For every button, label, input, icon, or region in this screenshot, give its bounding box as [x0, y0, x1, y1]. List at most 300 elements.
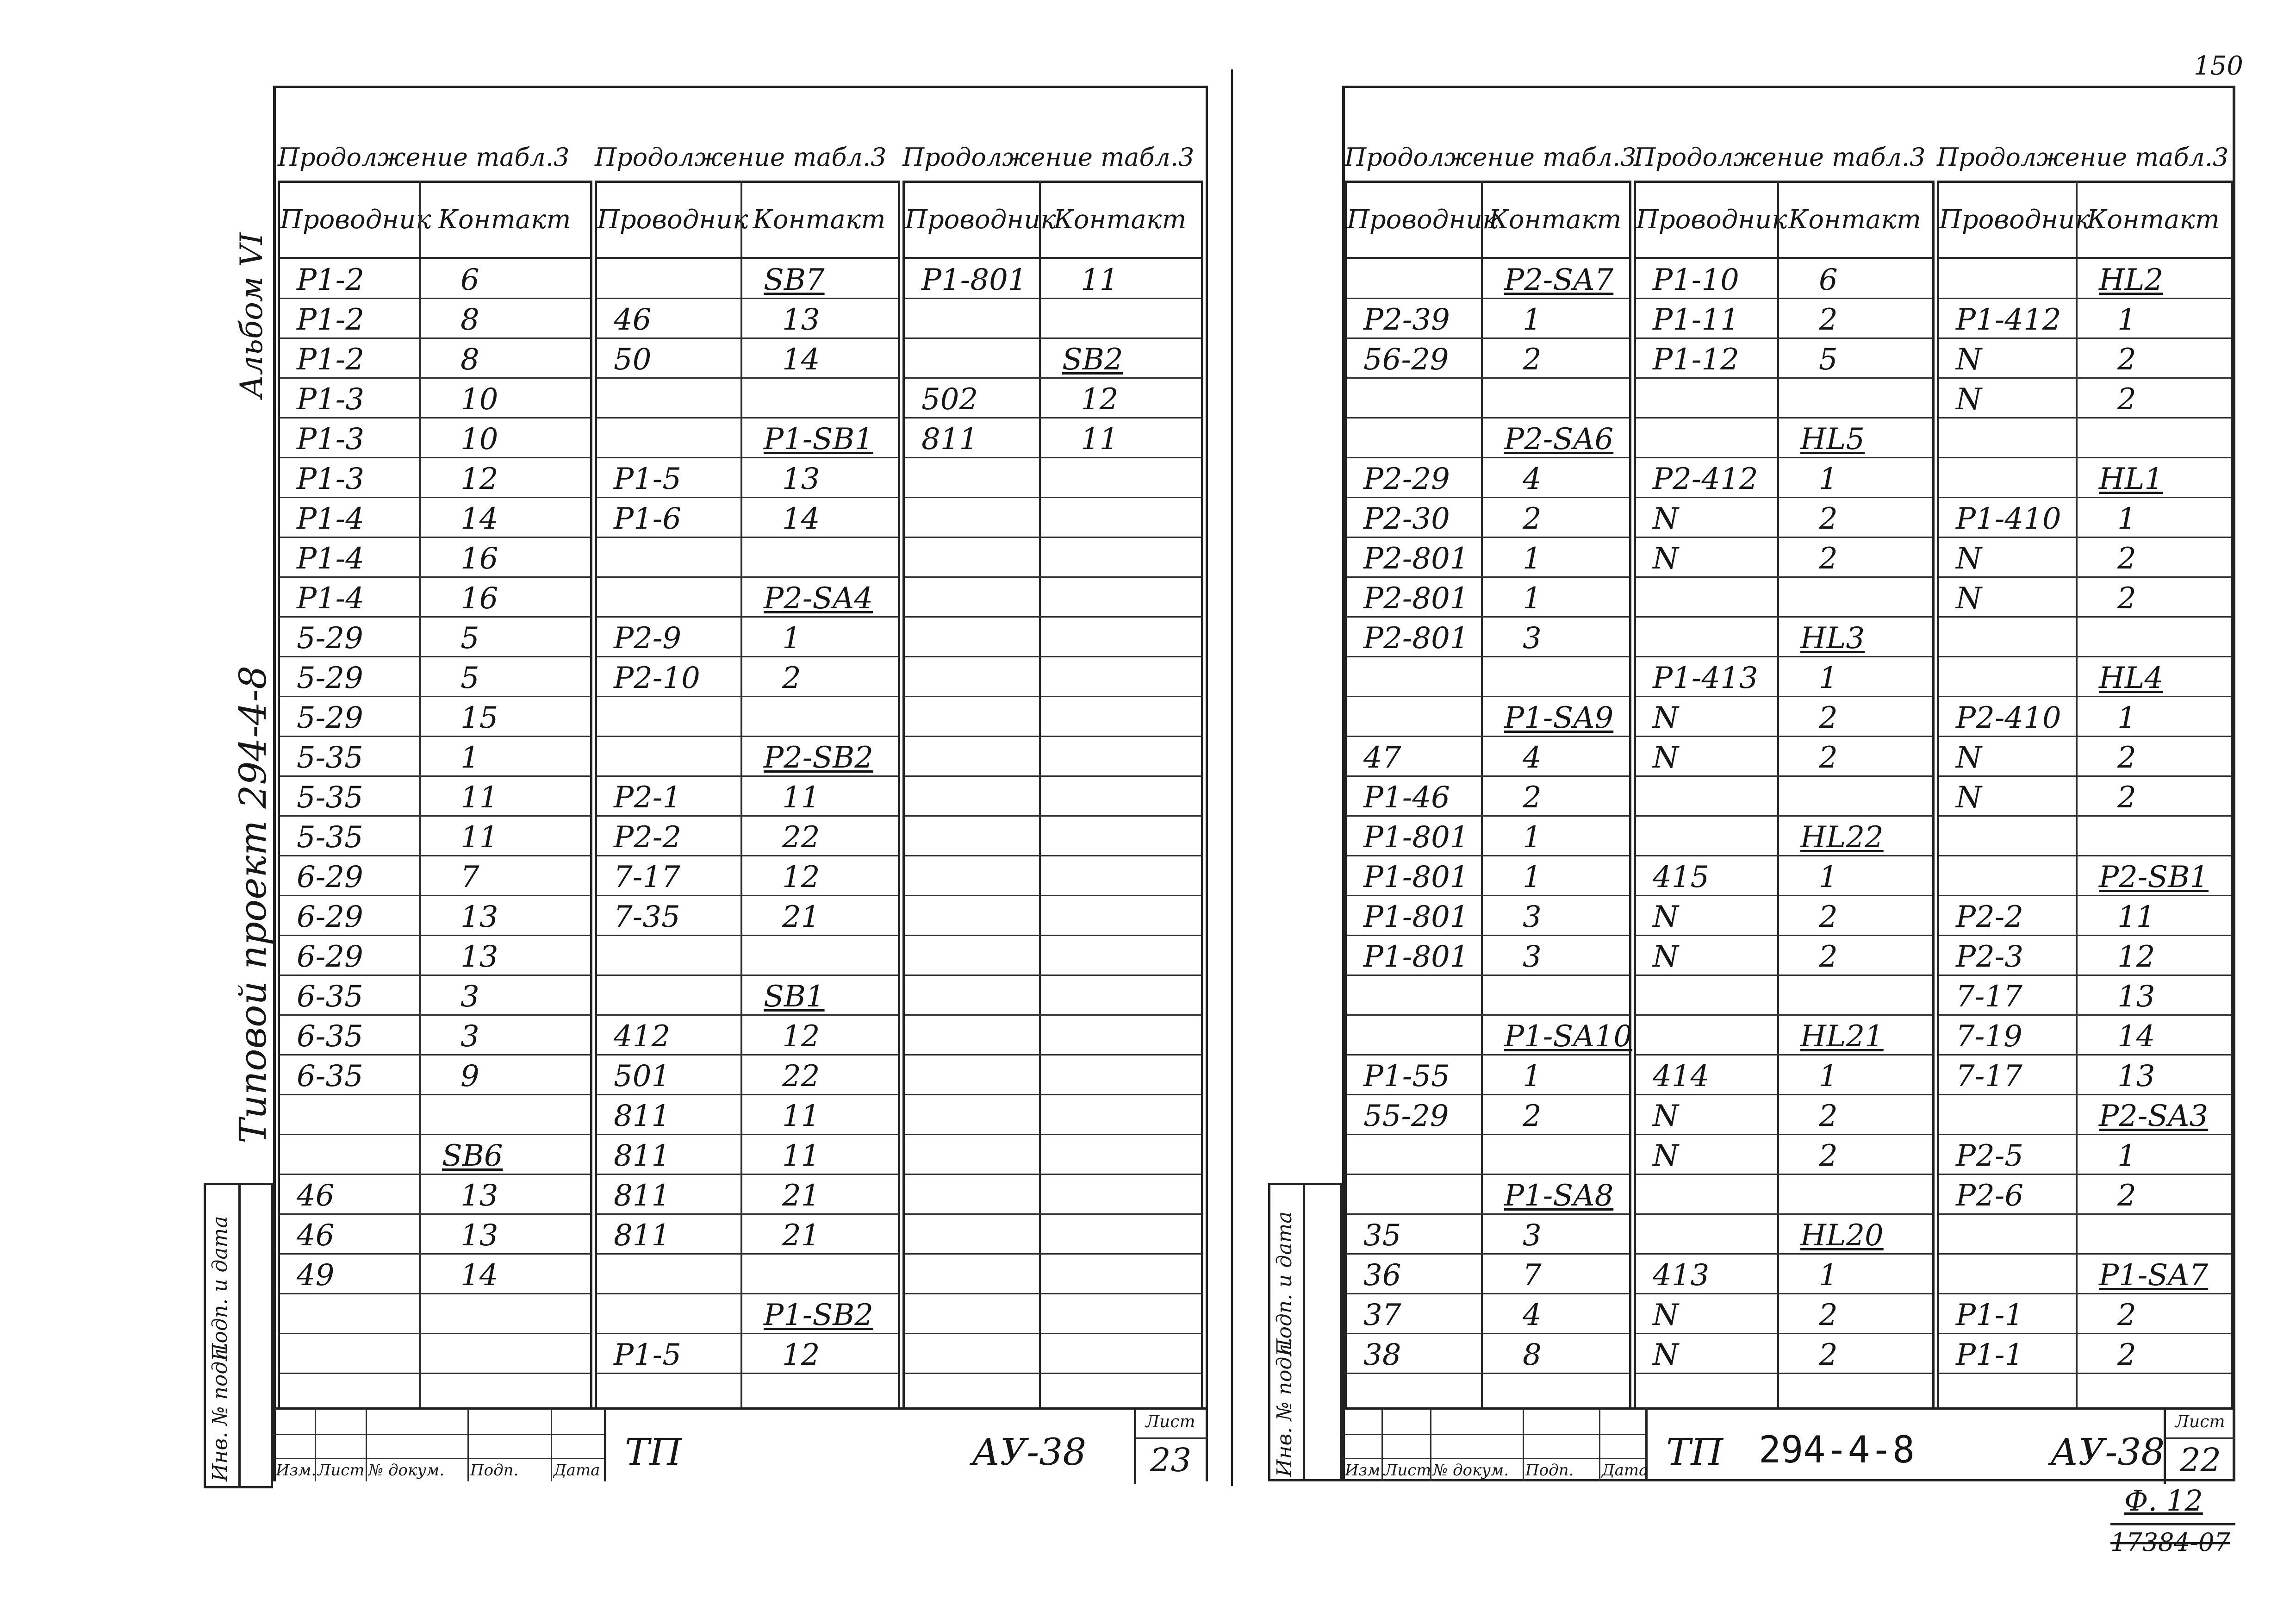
header-contact: Контакт [2087, 205, 2220, 235]
wire-cell: 412 [614, 1019, 671, 1054]
table-row [1939, 618, 2231, 657]
table-row [280, 936, 590, 976]
table-row [905, 936, 1201, 976]
table-row [905, 259, 1201, 299]
wire-cell: 502 [921, 382, 978, 417]
table-caption: Продолжение табл.3 [1937, 143, 2229, 172]
table-row [1636, 498, 1932, 538]
contact-cell: 1 [1523, 303, 1542, 337]
table-row [1636, 339, 1932, 379]
table-row [905, 1095, 1201, 1135]
tb-sheet-box [1134, 1410, 1208, 1484]
device-heading: Р2-SA3 [2099, 1099, 2209, 1133]
contact-cell: 9 [460, 1059, 479, 1093]
table-row [1939, 777, 2231, 817]
tb-sheet-box [2164, 1410, 2235, 1484]
tb-project: 294-4-8 [1759, 1428, 1915, 1471]
table-row [905, 1255, 1201, 1294]
wire-cell: Р2-10 [614, 661, 700, 695]
wire-cell: 47 [1363, 741, 1401, 775]
table-row [1636, 299, 1932, 339]
wire-cell: 6-29 [297, 860, 363, 894]
device-heading: HL1 [2099, 462, 2164, 496]
table-row [280, 976, 590, 1016]
table-row [1636, 1095, 1932, 1135]
device-heading: HL21 [1800, 1019, 1884, 1054]
table-row [1347, 657, 1629, 697]
contact-cell: 2 [1819, 1099, 1838, 1133]
wire-cell: 6-35 [297, 980, 363, 1014]
table-row [280, 538, 590, 578]
wire-cell: 811 [614, 1099, 671, 1133]
device-heading: Р1-SA8 [1504, 1179, 1614, 1213]
table-row [1636, 697, 1932, 737]
table-row [1939, 538, 2231, 578]
contact-cell: 2 [2117, 1179, 2136, 1213]
table-row [1636, 777, 1932, 817]
table-row [597, 1215, 898, 1255]
table-row [597, 1294, 898, 1334]
wire-cell: Р1-4 [297, 542, 365, 576]
table-row [905, 1016, 1201, 1056]
device-heading: Р1-SA9 [1504, 701, 1614, 735]
table-row [597, 936, 898, 976]
table-row [597, 418, 898, 458]
table-row [597, 379, 898, 418]
wire-cell: N [1653, 940, 1679, 974]
table-row [1347, 737, 1629, 777]
contact-cell: 5 [460, 661, 479, 695]
contact-cell: 14 [782, 502, 820, 536]
contact-cell: 7 [1523, 1258, 1542, 1293]
contact-cell: 2 [2117, 741, 2136, 775]
device-heading: Р2-SB2 [764, 741, 873, 775]
wire-cell: 6-35 [297, 1019, 363, 1054]
contact-cell: 11 [460, 820, 498, 855]
device-heading: HL5 [1800, 422, 1865, 456]
wire-cell: 5-29 [297, 661, 363, 695]
table-row [905, 1056, 1201, 1095]
table-row [280, 458, 590, 498]
table-row [1939, 1294, 2231, 1334]
wire-cell: 5-35 [297, 781, 363, 815]
wire-cell: 811 [614, 1139, 671, 1173]
table-row [597, 538, 898, 578]
table-row [597, 1255, 898, 1294]
contact-cell: 21 [782, 900, 820, 934]
table-row [280, 1056, 590, 1095]
contact-cell: 1 [1523, 1059, 1542, 1093]
contact-cell: 12 [2117, 940, 2155, 974]
contact-cell: 6 [1819, 263, 1838, 297]
wire-cell: N [1653, 701, 1679, 735]
wire-cell: Р1-801 [1363, 900, 1469, 934]
wire-cell: Р1-1 [1956, 1338, 2024, 1372]
tb-sheet-number: 23 [1150, 1441, 1192, 1479]
table-row [280, 618, 590, 657]
table-row [597, 657, 898, 697]
contact-cell: 2 [2117, 1338, 2136, 1372]
contact-cell: 2 [1819, 303, 1838, 337]
table-row [1347, 1016, 1632, 1056]
table-row [280, 1334, 590, 1374]
contact-cell: 1 [1523, 820, 1542, 855]
header-wire: Проводник [1347, 205, 1498, 235]
contact-cell: 12 [782, 1338, 820, 1372]
wire-cell: Р1-3 [297, 422, 365, 456]
wire-cell: Р1-12 [1653, 343, 1739, 377]
table-row [1636, 538, 1932, 578]
table-row [280, 1255, 590, 1294]
table-row [1636, 1215, 1932, 1255]
table-row [280, 1215, 590, 1255]
contact-cell: 16 [460, 581, 498, 616]
table-row [1347, 697, 1629, 737]
table-row [597, 817, 898, 856]
contact-cell: 14 [782, 343, 820, 377]
wire-cell: 415 [1653, 860, 1710, 894]
table-row [280, 339, 590, 379]
table-body [280, 259, 590, 1407]
table-row [1347, 498, 1629, 538]
center-fold-line [1231, 69, 1233, 1486]
contact-cell: 1 [1819, 462, 1838, 496]
right-title-block [1342, 1407, 2235, 1481]
table-row [1636, 657, 1932, 697]
contact-cell: 11 [782, 1139, 820, 1173]
format-label: Ф. 12 [2124, 1484, 2203, 1518]
wire-cell: N [1956, 781, 1982, 815]
header-contact: Контакт [753, 205, 886, 235]
contact-cell: 2 [2117, 581, 2136, 616]
table-row [1939, 458, 2231, 498]
contact-cell: 1 [782, 621, 801, 656]
contact-cell: 3 [1523, 1218, 1542, 1253]
table-caption: Продолжение табл.3 [1344, 143, 1636, 172]
wire-cell: Р1-3 [297, 462, 365, 496]
device-heading: Р2-SA4 [764, 581, 873, 616]
contact-cell: 2 [2117, 382, 2136, 417]
table-row [597, 976, 898, 1016]
header-wire: Проводник [280, 205, 431, 235]
wire-cell: 7-17 [614, 860, 680, 894]
table-row [1347, 618, 1629, 657]
wire-cell: 414 [1653, 1059, 1710, 1093]
wire-cell: Р2-801 [1363, 621, 1469, 656]
table-row [280, 379, 590, 418]
contact-cell: 1 [1819, 860, 1838, 894]
wire-cell: 46 [614, 303, 652, 337]
table-row [1636, 578, 1932, 618]
table-row [905, 618, 1201, 657]
table-row [905, 538, 1201, 578]
contact-cell: 13 [460, 1218, 498, 1253]
device-heading: Р1-SB2 [764, 1298, 873, 1332]
header-wire: Проводник [905, 205, 1056, 235]
contact-cell: 1 [1523, 860, 1542, 894]
table-grid [1634, 181, 1935, 1407]
wire-cell: Р1-801 [1363, 820, 1469, 855]
table-row [1939, 1016, 2231, 1056]
wire-cell: Р2-6 [1956, 1179, 2024, 1213]
tb-label-sign: Подп. [1525, 1461, 1574, 1480]
table-row [1636, 418, 1932, 458]
contact-cell: 13 [2117, 980, 2155, 1014]
tb-doc: АУ-38 [2050, 1430, 2165, 1474]
contact-cell: 2 [1819, 502, 1838, 536]
table-row [905, 1175, 1201, 1215]
contact-cell: 11 [1081, 422, 1119, 456]
contact-cell: 1 [1819, 1258, 1838, 1293]
wire-cell: Р2-1 [614, 781, 682, 815]
tb-sheet-label: Лист [2175, 1412, 2225, 1431]
table-row [905, 458, 1201, 498]
wire-cell: 56-29 [1363, 343, 1449, 377]
table-row [1347, 1215, 1629, 1255]
album-label: Альбом VI [234, 232, 269, 398]
wire-cell: Р2-9 [614, 621, 682, 656]
contact-cell: 12 [782, 1019, 820, 1054]
wire-cell: Р1-5 [614, 462, 682, 496]
wire-cell: 413 [1653, 1258, 1710, 1293]
header-wire: Проводник [1636, 205, 1787, 235]
table-row [597, 1095, 898, 1135]
table-row [905, 418, 1201, 458]
contact-cell: 2 [1819, 741, 1838, 775]
table-row [597, 299, 898, 339]
tb-sheet-label: Лист [1145, 1412, 1195, 1431]
wire-cell: N [1956, 581, 1982, 616]
table-row [905, 299, 1201, 339]
wire-cell: 7-19 [1956, 1019, 2022, 1054]
table-caption: Продолжение табл.3 [278, 143, 570, 172]
contact-cell: 13 [460, 900, 498, 934]
contact-cell: 22 [782, 1059, 820, 1093]
table-row [1347, 1135, 1629, 1175]
table-row [1939, 697, 2231, 737]
device-heading: HL3 [1800, 621, 1865, 656]
wire-cell: Р2-410 [1956, 701, 2061, 735]
corner-mark: 150 [2194, 51, 2243, 81]
contact-cell: 11 [2117, 900, 2155, 934]
table-row [1939, 1056, 2231, 1095]
table-row [1939, 1215, 2231, 1255]
table-body [597, 259, 898, 1407]
header-wire: Проводник [1939, 205, 2091, 235]
table-caption: Продолжение табл.3 [595, 143, 887, 172]
tb-code: ТП [1666, 1430, 1724, 1474]
contact-cell: 2 [1819, 1139, 1838, 1173]
table-row [905, 657, 1201, 697]
stamp-label-sign: Подп. и дата [208, 1216, 232, 1361]
stamp-label-inv: Инв. № подл. [208, 1342, 232, 1481]
contact-cell: 1 [2117, 502, 2136, 536]
table-caption: Продолжение табл.3 [902, 143, 1195, 172]
table-grid [1937, 181, 2233, 1407]
wire-cell: 5-35 [297, 820, 363, 855]
table-row [1347, 1175, 1629, 1215]
contact-cell: 1 [1523, 581, 1542, 616]
contact-cell: 11 [782, 781, 820, 815]
contact-cell: 2 [1819, 542, 1838, 576]
contact-cell: 2 [1819, 1298, 1838, 1332]
tb-label-date: Дата [554, 1461, 600, 1480]
tb-label-doc: № докум. [368, 1461, 445, 1480]
wire-cell: Р2-412 [1653, 462, 1758, 496]
table-body [1347, 259, 1632, 1407]
table-header-row [1636, 181, 1932, 259]
wire-cell: N [1956, 741, 1982, 775]
table-row [1939, 896, 2231, 936]
contact-cell: 2 [1819, 940, 1838, 974]
table-row [905, 1135, 1201, 1175]
contact-cell: 1 [2117, 701, 2136, 735]
table-row [1939, 737, 2231, 777]
table-row [1636, 458, 1932, 498]
table-row [280, 777, 590, 817]
wire-cell: 37 [1363, 1298, 1401, 1332]
wire-cell: N [1653, 741, 1679, 775]
table-row [1939, 657, 2231, 697]
wire-cell: 38 [1363, 1338, 1401, 1372]
table-row [905, 817, 1201, 856]
tb-label-date: Дата [1602, 1461, 1649, 1480]
table-row [1347, 418, 1629, 458]
table-row [597, 737, 898, 777]
wire-cell: Р2-801 [1363, 581, 1469, 616]
table-row [1347, 777, 1629, 817]
table-row [1347, 976, 1629, 1016]
device-heading: Р1-SA7 [2099, 1258, 2209, 1293]
contact-cell: 12 [782, 860, 820, 894]
table-row [1347, 896, 1629, 936]
table-row [280, 1135, 590, 1175]
wire-cell: 7-35 [614, 900, 680, 934]
contact-cell: 6 [460, 263, 479, 297]
table-row [1939, 936, 2231, 976]
contact-cell: 3 [460, 1019, 479, 1054]
wire-cell: 46 [297, 1179, 335, 1213]
table-row [1636, 856, 1932, 896]
wire-cell: Р1-2 [297, 263, 365, 297]
table-row [280, 737, 590, 777]
contact-cell: 2 [2117, 343, 2136, 377]
tb-label-izm: Изм. [1345, 1461, 1386, 1480]
contact-cell: 8 [460, 343, 479, 377]
table-row [1939, 1334, 2231, 1374]
table-row [905, 896, 1201, 936]
table-row [905, 578, 1201, 618]
wire-cell: Р2-801 [1363, 542, 1469, 576]
table-row [597, 1175, 898, 1215]
table-row [280, 259, 590, 299]
table-row [905, 976, 1201, 1016]
table-header-row [1939, 181, 2231, 259]
wire-cell: 36 [1363, 1258, 1401, 1293]
table-row [1636, 1255, 1932, 1294]
wire-cell: Р1-801 [1363, 940, 1469, 974]
contact-cell: 3 [1523, 900, 1542, 934]
header-contact: Контакт [1788, 205, 1921, 235]
table-grid [278, 181, 592, 1407]
table-row [1939, 1135, 2231, 1175]
stamp-label-inv: Инв. № подл. [1273, 1337, 1296, 1477]
table-row [1636, 1056, 1932, 1095]
table-row [1636, 817, 1932, 856]
table-row [1636, 737, 1932, 777]
wire-cell: Р1-46 [1363, 781, 1450, 815]
table-row [1636, 1294, 1932, 1334]
contact-cell: 1 [1523, 542, 1542, 576]
wire-cell: Р1-2 [297, 343, 365, 377]
contact-cell: 8 [1523, 1338, 1542, 1372]
project-label: Типовой проект 294-4-8 [231, 665, 274, 1143]
table-row [905, 697, 1201, 737]
contact-cell: 14 [2117, 1019, 2155, 1054]
contact-cell: 4 [1523, 1298, 1542, 1332]
wire-cell: 5-29 [297, 701, 363, 735]
wire-cell: N [1653, 502, 1679, 536]
contact-cell: 3 [1523, 621, 1542, 656]
device-heading: Р2-SA7 [1504, 263, 1614, 297]
header-wire: Проводник [597, 205, 748, 235]
table-row [1636, 936, 1932, 976]
table-row [597, 259, 898, 299]
contact-cell: 10 [460, 382, 498, 417]
table-row [1347, 817, 1629, 856]
device-heading: HL20 [1800, 1218, 1884, 1253]
contact-cell: 12 [1081, 382, 1119, 417]
device-heading: SB7 [764, 263, 825, 297]
contact-cell: 22 [782, 820, 820, 855]
table-row [1939, 1095, 2231, 1135]
table-header-row [597, 181, 898, 259]
wire-cell: 6-35 [297, 1059, 363, 1093]
table-row [905, 856, 1201, 896]
contact-cell: 13 [460, 940, 498, 974]
contact-cell: 2 [782, 661, 801, 695]
table-row [1347, 379, 1629, 418]
table-row [597, 458, 898, 498]
table-row [280, 418, 590, 458]
contact-cell: 2 [2117, 781, 2136, 815]
contact-cell: 2 [1819, 1338, 1838, 1372]
table-row [1939, 1175, 2231, 1215]
wire-cell: 7-17 [1956, 1059, 2022, 1093]
table-row [1347, 458, 1629, 498]
table-row [280, 856, 590, 896]
tb-label-list: Лист [317, 1461, 365, 1480]
wire-cell: 7-17 [1956, 980, 2022, 1014]
wire-cell: Р1-1 [1956, 1298, 2024, 1332]
table-row [1636, 896, 1932, 936]
left-title-block [273, 1407, 1208, 1481]
contact-cell: 4 [1523, 462, 1542, 496]
device-heading: HL4 [2099, 661, 2164, 695]
contact-cell: 5 [460, 621, 479, 656]
stamp-label-sign: Подп. и дата [1273, 1211, 1296, 1356]
table-body [1939, 259, 2231, 1407]
table-row [1939, 856, 2231, 896]
contact-cell: 2 [1523, 781, 1542, 815]
table-row [1939, 259, 2231, 299]
stamp-divider [1303, 1183, 1305, 1481]
contact-cell: 15 [460, 701, 498, 735]
wire-cell: N [1653, 1099, 1679, 1133]
table-row [597, 1334, 898, 1374]
table-row [1939, 418, 2231, 458]
wire-cell: N [1653, 1298, 1679, 1332]
